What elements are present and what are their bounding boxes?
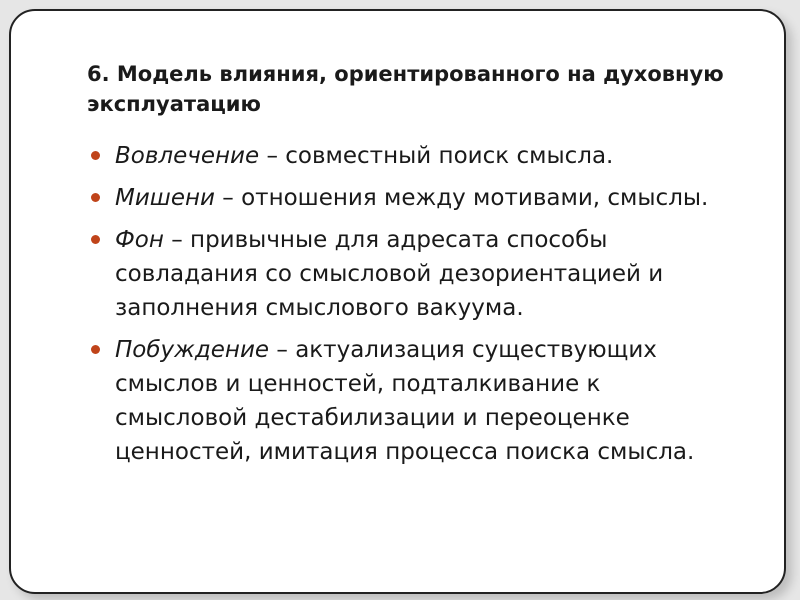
bullet-item-background [89,223,739,325]
slide-title: 6. Модель влияния, ориентированного на духовную эксплуатацию [87,62,724,116]
bullet-dot-icon [91,151,100,160]
slide-card [9,9,786,594]
bullet-text: – привычные для адресата способы совладания со смысловой дезориентацией и заполнения смыслового вакуума. [115,227,664,321]
bullet-term: Побуждение [115,337,270,363]
bullet-dot-icon [91,345,100,354]
bullet-text: – актуализация существующих смыслов и ценностей, подталкивание к смысловой дестабилизации и переоценке ценностей, имитация процесса поиска смысла. [115,337,695,465]
bullet-term: Вовлечение [115,143,260,169]
bullet-list [89,139,739,477]
bullet-item-involvement [89,139,739,173]
bullet-item-motivation [89,333,739,469]
bullet-item-targets [89,181,739,215]
bullet-dot-icon [91,235,100,244]
bullet-dot-icon [91,193,100,202]
bullet-text: – совместный поиск смысла. [259,143,614,169]
bullet-term: Мишени [115,185,215,211]
bullet-text: – отношения между мотивами, смыслы. [214,185,709,211]
bullet-term: Фон [115,227,164,253]
